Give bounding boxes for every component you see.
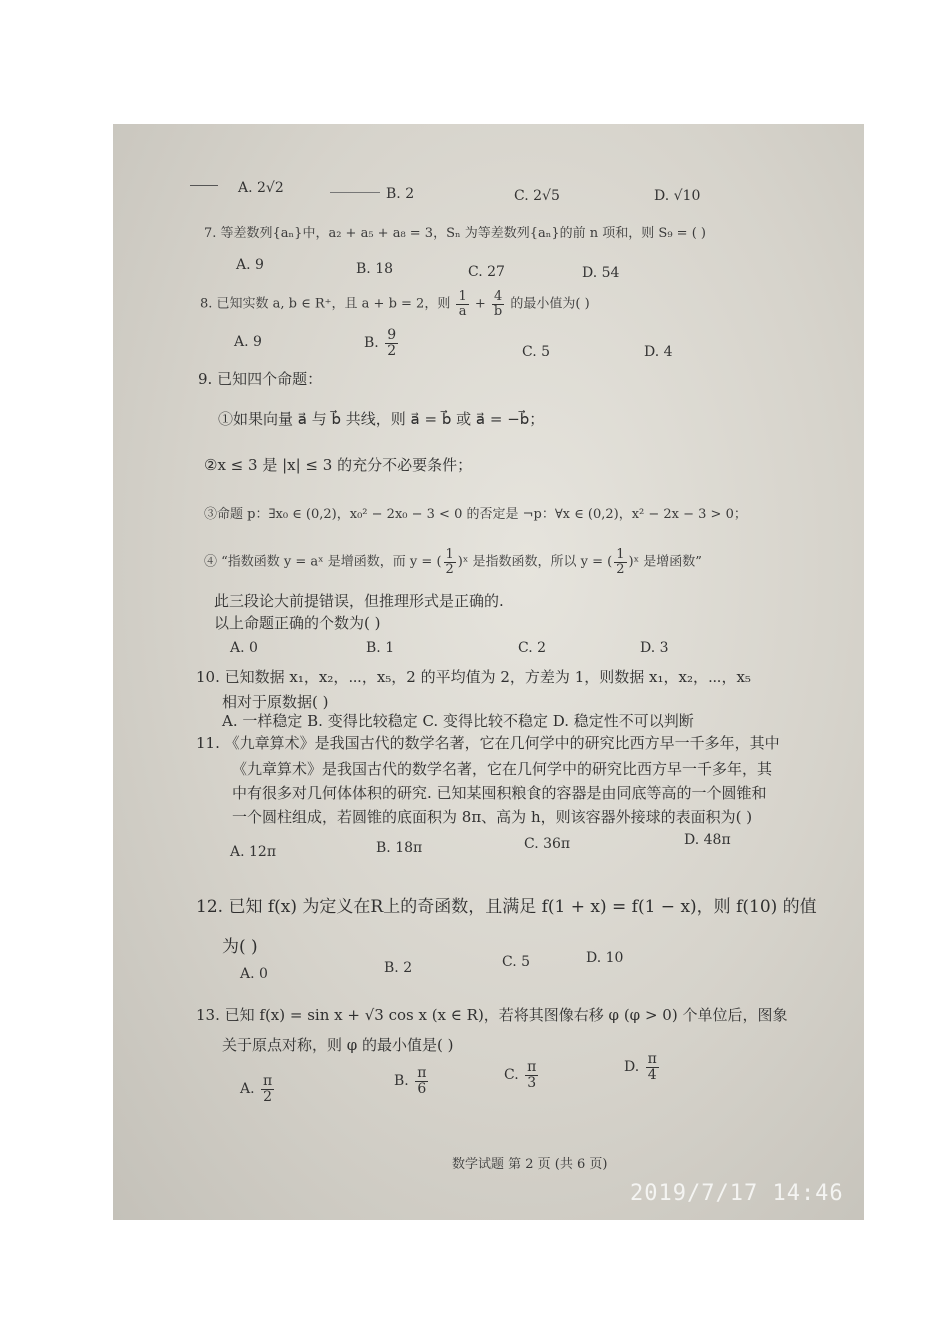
q6-option-b: B. 2: [386, 186, 415, 202]
fraction-numerator: π: [527, 1059, 537, 1075]
q8-option-b-fraction: [385, 328, 398, 358]
q8-stem-text: 8. 已知实数 a, b ∈ R⁺，且 a + b = 2，则: [200, 296, 451, 312]
q11-option-c: C. 36π: [524, 836, 571, 852]
option-letter: A.: [240, 1081, 255, 1098]
q8-stem: [200, 290, 590, 318]
q10-options: A. 一样稳定 B. 变得比较稳定 C. 变得比较不稳定 D. 稳定性不可以判断: [222, 712, 694, 730]
fraction-numerator: 4: [493, 289, 503, 304]
q7-option-b: B. 18: [356, 261, 394, 277]
q12-option-d: D. 10: [586, 950, 624, 966]
q9-option-a: A. 0: [230, 640, 258, 656]
q11-line-1: 11. 《九章算术》是我国古代的数学名著，它在几何学中的研究比西方早一千多年，其中: [196, 734, 780, 752]
q8-option-b: [364, 328, 400, 358]
q8-fraction-2: [492, 290, 504, 318]
q7-option-d: D. 54: [582, 265, 620, 281]
q13-option-a: [240, 1074, 276, 1104]
plus-sign: +: [474, 296, 486, 312]
q12-stem-2: 为( ): [222, 937, 258, 957]
q7-option-c: C. 27: [468, 264, 505, 280]
q9-proposition-1: ①如果向量 a⃗ 与 b⃗ 共线，则 a⃗ = b⃗ 或 a⃗ = −b⃗；: [218, 410, 545, 428]
q13-option-d-fraction: [646, 1052, 659, 1082]
q13-option-c: [504, 1060, 540, 1090]
fraction-numerator: 1: [445, 547, 454, 562]
q8-stem-tail: 的最小值为( ): [510, 296, 590, 312]
page-footer: 数学试题 第 2 页 (共 6 页): [452, 1157, 608, 1172]
stray-line: [190, 185, 218, 186]
option-letter: C.: [504, 1067, 519, 1084]
q12-option-a: A. 0: [240, 966, 268, 982]
option-letter: B.: [364, 335, 379, 352]
q11-line-2: 《九章算术》是我国古代的数学名著，它在几何学中的研究比西方早一千多年，其: [232, 760, 773, 778]
q9-p4-text: ④ “指数函数 y = aˣ 是增函数，而 y = (: [204, 554, 442, 570]
q7-stem: 7. 等差数列{aₙ}中，a₂ + a₅ + a₈ = 3，Sₙ 为等差数列{aₙ}的前 n 项和，则 S₉ = ( ): [204, 226, 706, 241]
photo-timestamp: 2019/7/17 14:46: [630, 1181, 844, 1206]
option-letter: D.: [624, 1059, 640, 1076]
fraction-denominator: 4: [647, 1066, 657, 1083]
fraction-numerator: 1: [458, 289, 467, 304]
fraction-denominator: 2: [387, 342, 397, 359]
option-letter: B.: [394, 1073, 409, 1090]
fraction-denominator: 2: [445, 561, 454, 577]
fraction-denominator: 3: [527, 1074, 537, 1091]
fraction-numerator: 9: [387, 327, 397, 343]
q11-option-b: B. 18π: [376, 840, 423, 856]
q13-option-d: [624, 1052, 661, 1082]
q9-proposition-4-note: 此三段论大前提错误，但推理形式是正确的.: [214, 592, 504, 610]
q6-option-c: C. 2√5: [514, 188, 560, 204]
q9-proposition-2: ②x ≤ 3 是 |x| ≤ 3 的充分不必要条件；: [204, 456, 473, 474]
q9-stem: 9. 已知四个命题：: [198, 370, 323, 388]
q12-option-c: C. 5: [502, 954, 531, 970]
q13-stem-2: 关于原点对称，则 φ 的最小值是( ): [222, 1036, 454, 1054]
q12-option-b: B. 2: [384, 960, 413, 976]
q8-option-c: C. 5: [522, 344, 551, 360]
q10-stem: 10. 已知数据 x₁，x₂，⋯，x₅，2 的平均值为 2，方差为 1，则数据 x₁，x₂，⋯，x₅: [196, 668, 751, 686]
q9-proposition-3: ③命题 p：∃x₀ ∈ (0,2)，x₀² − 2x₀ − 3 < 0 的否定是 ¬p：∀x ∈ (0,2)，x² − 2x − 3 > 0；: [204, 507, 747, 522]
fraction-half: [614, 548, 626, 576]
q6-option-d: D. √10: [654, 188, 701, 204]
q9-option-c: C. 2: [518, 640, 547, 656]
fraction-numerator: π: [263, 1073, 273, 1089]
q8-option-d: D. 4: [644, 344, 673, 360]
fraction-numerator: 1: [616, 547, 625, 562]
q9-proposition-4: [204, 548, 702, 576]
q11-line-3: 中有很多对几何体体积的研究. 已知某囤积粮食的容器是由同底等高的一个圆锥和: [232, 784, 767, 802]
fraction-denominator: 6: [417, 1080, 427, 1097]
q9-option-d: D. 3: [640, 640, 669, 656]
q8-option-a: A. 9: [234, 334, 262, 350]
q11-option-a: A. 12π: [230, 844, 277, 860]
q11-line-4: 一个圆柱组成，若圆锥的底面积为 8π、高为 h，则该容器外接球的表面积为( ): [232, 808, 753, 826]
q13-option-b-fraction: [415, 1066, 428, 1096]
q9-p4-text: )ˣ 是指数函数，所以 y = (: [457, 554, 613, 570]
q7-option-a: A. 9: [236, 257, 264, 273]
q10-stem-2: 相对于原数据( ): [222, 693, 329, 711]
fraction-denominator: 2: [263, 1088, 273, 1105]
q11-option-d: D. 48π: [684, 832, 731, 848]
q9-p4-text: )ˣ 是增函数”: [628, 554, 702, 570]
q13-stem: 13. 已知 f(x) = sin x + √3 cos x (x ∈ R)，若将其图像右移 φ (φ > 0) 个单位后，图象: [196, 1006, 788, 1024]
fraction-denominator: b: [493, 303, 503, 319]
q13-option-c-fraction: [525, 1060, 538, 1090]
fraction-denominator: 2: [616, 561, 625, 577]
fraction-numerator: π: [647, 1051, 657, 1067]
q9-option-b: B. 1: [366, 640, 395, 656]
fraction-half: [444, 548, 456, 576]
q6-option-a: A. 2√2: [238, 180, 284, 196]
q13-option-a-fraction: [261, 1074, 274, 1104]
q12-stem: 12. 已知 f(x) 为定义在R上的奇函数，且满足 f(1 + x) = f(1 − x)，则 f(10) 的值: [196, 897, 817, 917]
q13-option-b: [394, 1066, 430, 1096]
q8-fraction-1: [456, 290, 468, 318]
q9-question: 以上命题正确的个数为( ): [214, 614, 381, 632]
stray-line: [330, 192, 380, 193]
fraction-denominator: a: [458, 303, 467, 319]
fraction-numerator: π: [417, 1065, 427, 1081]
